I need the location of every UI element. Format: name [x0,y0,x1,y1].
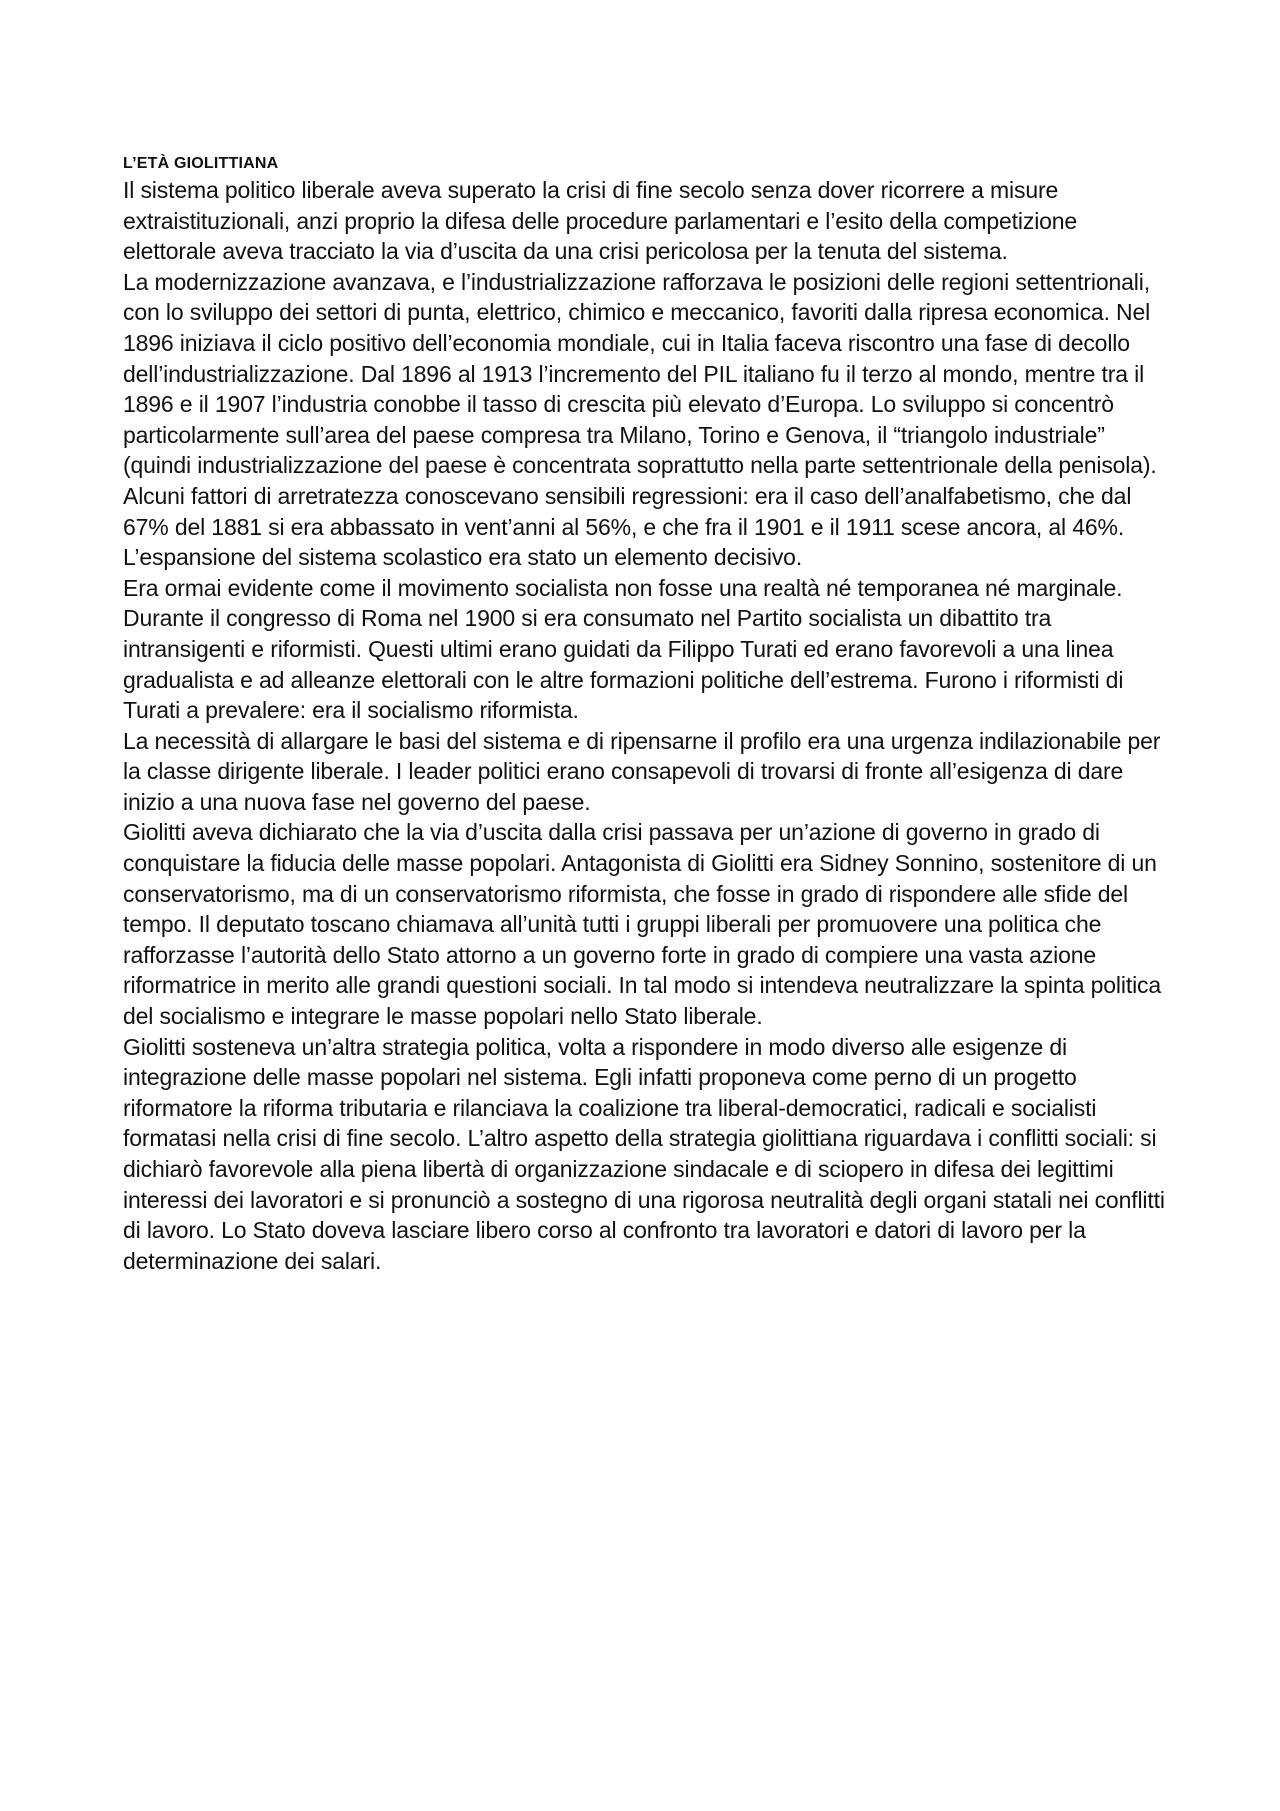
paragraph-classe-dirigente: La necessità di allargare le basi del sistema e di ripensarne il profilo era una urgenza indilazionabile per la classe dirigente liberale. I leader politici erano consapevoli di trovarsi di fronte all’esigenza di dare inizio a una nuova fase nel governo del paese. [123,727,1161,815]
paragraph-industrializzazione: La modernizzazione avanzava, e l’industrializzazione rafforzava le posizioni delle regioni settentrionali, con lo sviluppo dei settori di punta, elettrico, chimico e meccanico, favoriti dalla ripresa economica. Nel 1896 iniziava il ciclo positivo dell’economia mondiale, cui in Italia faceva riscontro una fase di decollo dell’industrializzazione. Dal 1896 al 1913 l’incremento del PIL italiano fu il terzo al mondo, mentre tra il 1896 e il 1907 l’industria conobbe il tasso di crescita più elevato d’Europa. Lo sviluppo si concentrò particolarmente sull’area del paese compresa tra Milano, Torino e Genova, il “triangolo industriale” (quindi industrializzazione del paese è concentrata soprattutto nella parte settentrionale della penisola). Alcuni fattori di arretratezza conoscevano sensibili regressioni: era il caso dell’analfabetismo, che dal 67% del 1881 si era abbassato in vent’anni al 56%, e che fra il 1901 e il 1911 scese ancora, al 46%. L’espansione del sistema scolastico era stato un elemento decisivo. [123,268,1157,571]
paragraph-crisi-fine-secolo: Il sistema politico liberale aveva superato la crisi di fine secolo senza dover ricorrere a misure extraistituzionali, anzi proprio la difesa delle procedure parlamentari e l’esito della competizione elettorale aveva tracciato la via d’uscita da una crisi pericolosa per la tenuta del sistema. [123,177,1078,265]
paragraph-socialismo: Era ormai evidente come il movimento socialista non fosse una realtà né temporanea né marginale. Durante il congresso di Roma nel 1900 si era consumato nel Partito socialista un dibattito tra intransigenti e riformisti. Questi ultimi erano guidati da Filippo Turati ed erano favorevoli a una linea gradualista e ad alleanze elettorali con le altre formazioni politiche dell’estrema. Furono i riformisti di Turati a prevalere: era il socialismo riformista. [123,574,1124,724]
paragraph-sonnino: Giolitti aveva dichiarato che la via d’uscita dalla crisi passava per un’azione di governo in grado di conquistare la fiducia delle masse popolari. Antagonista di Giolitti era Sidney Sonnino, sostenitore di un conservatorismo, ma di un conservatorismo riformista, che fosse in grado di rispondere alle sfide del tempo. Il deputato toscano chiamava all’unità tutti i gruppi liberali per promuovere una politica che rafforzasse l’autorità dello Stato attorno a un governo forte in grado di compiere una vasta azione riformatrice in merito alle grandi questioni sociali. In tal modo si intendeva neutralizzare la spinta politica del socialismo e integrare le masse popolari nello Stato liberale. [123,819,1162,1030]
document-body [123,153,1168,1276]
document-title: L’ETÀ GIOLITTIANA [123,155,279,172]
paragraph-strategia-giolittiana: Giolitti sosteneva un’altra strategia politica, volta a rispondere in modo diverso alle esigenze di integrazione delle masse popolari nel sistema. Egli infatti proponeva come perno di un progetto riformatore la riforma tributaria e rilanciava la coalizione tra liberal-democratici, radicali e socialisti formatasi nella crisi di fine secolo. L’altro aspetto della strategia giolittiana riguardava i conflitti sociali: si dichiarò favorevole alla piena libertà di organizzazione sindacale e di sciopero in difesa dei legittimi interessi dei lavoratori e si pronunciò a sostegno di una rigorosa neutralità degli organi statali nei conflitti di lavoro. Lo Stato doveva lasciare libero corso al confronto tra lavoratori e datori di lavoro per la determinazione dei salari. [123,1033,1165,1274]
